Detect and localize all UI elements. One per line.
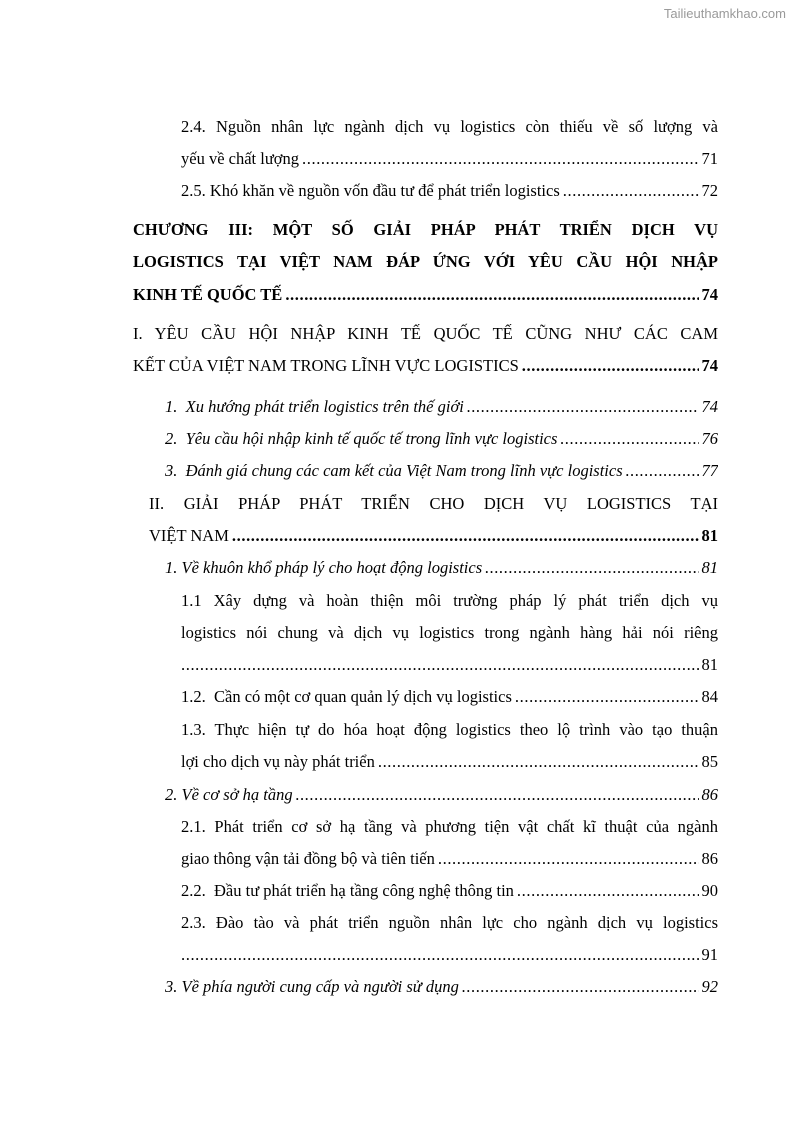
toc-entry-title: 2.5. Khó khăn về nguồn vốn đầu tư để phát triển logistics xyxy=(181,181,560,200)
toc-entry-2-5[interactable] xyxy=(181,175,718,207)
toc-entry-title: KẾT CỦA VIỆT NAM TRONG LĨNH VỰC LOGISTICS xyxy=(133,356,519,375)
toc-chapter-3-line1: CHƯƠNG III: MỘT SỐ GIẢI PHÁP PHÁT TRIỂN DỊCH VỤ xyxy=(133,220,718,239)
dot-leader xyxy=(285,279,698,311)
toc-entry-ii-1-2[interactable] xyxy=(181,681,718,713)
toc-entry-title: 2.2. Đầu tư phát triển hạ tầng công nghệ thông tin xyxy=(181,881,514,900)
toc-page-number: 77 xyxy=(701,461,718,480)
dot-leader xyxy=(232,520,699,552)
toc-entry-title: 2. Yêu cầu hội nhập kinh tế quốc tế trong lĩnh vực logistics xyxy=(165,429,558,448)
toc-entry-title: 1. Xu hướng phát triển logistics trên thế giới xyxy=(165,397,464,416)
dot-leader xyxy=(563,175,699,207)
toc-page-number: 92 xyxy=(701,977,718,996)
toc-page-number: 72 xyxy=(701,181,718,200)
toc-page-number: 86 xyxy=(701,849,718,868)
dot-leader xyxy=(302,143,698,175)
dot-leader xyxy=(296,779,699,811)
dot-leader xyxy=(462,971,699,1003)
dot-leader xyxy=(438,843,699,875)
toc-page-number: 71 xyxy=(701,149,718,168)
dot-leader xyxy=(467,391,699,423)
dot-leader xyxy=(515,681,699,713)
toc-entry-title: yếu về chất lượng xyxy=(181,149,300,168)
toc-page-number: 81 xyxy=(701,526,718,545)
toc-entry-title: 3. Về phía người cung cấp và người sử dụng xyxy=(165,977,459,996)
watermark-text: Tailieuthamkhao.com xyxy=(663,6,786,21)
toc-page-number: 81 xyxy=(701,558,718,577)
toc-page-number: 81 xyxy=(701,655,718,674)
toc-entry-i-2[interactable] xyxy=(165,423,718,455)
toc-entry-title: KINH TẾ QUỐC TẾ xyxy=(133,285,283,304)
toc-entry-ii-1-1-line2: logistics nói chung và dịch vụ logistics trong ngành hàng hải nói riêng xyxy=(181,623,718,642)
toc-section-1-line2[interactable] xyxy=(133,350,718,382)
toc-entry-title: VIỆT NAM xyxy=(149,526,229,545)
toc-entry-ii-2[interactable] xyxy=(165,779,718,811)
dot-leader xyxy=(181,649,699,681)
toc-page-number: 74 xyxy=(701,285,718,304)
toc-entry-title: 2. Về cơ sở hạ tầng xyxy=(165,785,293,804)
dot-leader xyxy=(522,350,699,382)
toc-entry-ii-1-3-line2[interactable] xyxy=(181,746,718,778)
toc-entry-ii-2-1-line2[interactable] xyxy=(181,843,718,875)
toc-entry-title: 3. Đánh giá chung các cam kết của Việt Nam trong lĩnh vực logistics xyxy=(165,461,623,480)
toc-entry-ii-2-3-line2[interactable] xyxy=(181,939,718,971)
dot-leader xyxy=(517,875,699,907)
toc-page-number: 86 xyxy=(701,785,718,804)
toc-entry-ii-1-3-line1: 1.3. Thực hiện tự do hóa hoạt động logistics theo lộ trình vào tạo thuận xyxy=(181,720,718,739)
toc-chapter-3-line3[interactable] xyxy=(133,279,718,311)
toc-entry-ii-3[interactable] xyxy=(165,971,718,1003)
toc-entry-title: giao thông vận tải đồng bộ và tiên tiến xyxy=(181,849,435,868)
toc-entry-ii-1[interactable] xyxy=(165,552,718,584)
toc-section-1-line1: I. YÊU CẦU HỘI NHẬP KINH TẾ QUỐC TẾ CŨNG NHƯ CÁC CAM xyxy=(133,324,718,343)
toc-entry-title: 1.2. Cần có một cơ quan quản lý dịch vụ logistics xyxy=(181,687,512,706)
dot-leader xyxy=(181,939,699,971)
dot-leader xyxy=(378,746,699,778)
toc-entry-ii-1-1-line3[interactable] xyxy=(181,649,718,681)
toc-entry-ii-2-3-line1: 2.3. Đào tào và phát triển nguồn nhân lực cho ngành dịch vụ logistics xyxy=(181,913,718,932)
toc-section-2-line1: II. GIẢI PHÁP PHÁT TRIỂN CHO DỊCH VỤ LOGISTICS TẠI xyxy=(149,494,718,513)
toc-page-number: 91 xyxy=(701,945,718,964)
toc-section-2-line2[interactable] xyxy=(149,520,718,552)
toc-entry-ii-2-2[interactable] xyxy=(181,875,718,907)
toc-entry-2-4-line1: 2.4. Nguồn nhân lực ngành dịch vụ logistics còn thiếu về số lượng và xyxy=(181,117,718,136)
toc-page-number: 85 xyxy=(701,752,718,771)
toc-entry-i-3[interactable] xyxy=(165,455,718,487)
toc-entry-ii-2-1-line1: 2.1. Phát triển cơ sở hạ tầng và phương tiện vật chất kĩ thuật của ngành xyxy=(181,817,718,836)
toc-page-number: 74 xyxy=(701,397,718,416)
toc-entry-ii-1-1-line1: 1.1 Xây dựng và hoàn thiện môi trường pháp lý phát triển dịch vụ xyxy=(181,591,718,610)
dot-leader xyxy=(626,455,699,487)
toc-page-number: 76 xyxy=(701,429,718,448)
toc-page-number: 74 xyxy=(701,356,718,375)
toc-entry-i-1[interactable] xyxy=(165,391,718,423)
toc-page-number: 90 xyxy=(701,881,718,900)
toc-entry-2-4-line2[interactable] xyxy=(181,143,718,175)
toc-page-number: 84 xyxy=(701,687,718,706)
dot-leader xyxy=(485,552,698,584)
toc-chapter-3-line2: LOGISTICS TẠI VIỆT NAM ĐÁP ỨNG VỚI YÊU CẦU HỘI NHẬP xyxy=(133,252,718,271)
toc-entry-title: lợi cho dịch vụ này phát triển xyxy=(181,752,375,771)
dot-leader xyxy=(560,423,698,455)
toc-entry-title: 1. Về khuôn khổ pháp lý cho hoạt động logistics xyxy=(165,558,483,577)
